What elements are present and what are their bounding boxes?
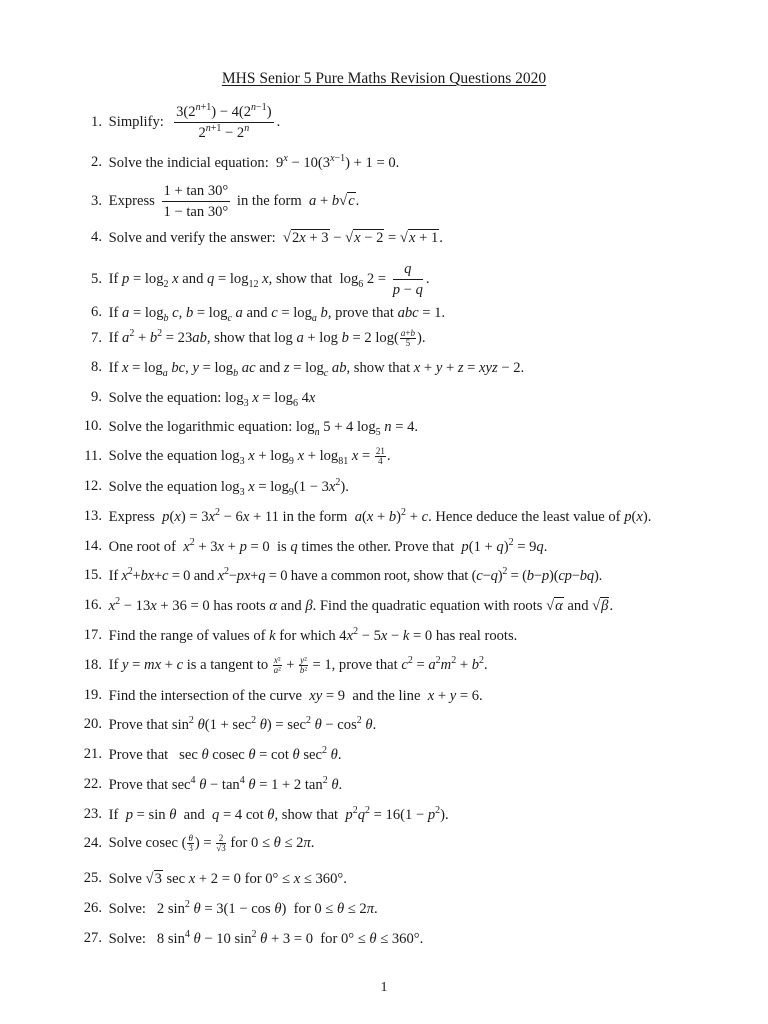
question-15 [76, 566, 602, 585]
question-number: 6. [91, 304, 102, 320]
question-text: If y = mx + c is a tangent to $\frac{\text{x²}}{\text{a²}}$ + $\frac{\text{y²}}{\text{b²}}$ = 1, prove that $c^2 = a^2m^2 + b^2$. [108, 655, 488, 676]
question-18 [76, 656, 488, 675]
question-number: 17. [83, 627, 102, 643]
question-number: 5. [91, 270, 102, 287]
question-3 [76, 182, 359, 221]
question-text: Solve the equation $\log_3 x = \log_9(1 - 3x^2)$. [108, 476, 349, 498]
question-14 [76, 537, 547, 556]
question-text: If $a^2 + b^2 = 23ab$, show that log a + log b = 2 log( $\frac{a+b}{5}$ ). [108, 328, 426, 349]
question-text: Solve cosec ( $\frac{\theta}{3}$ ) = $\frac{2}{√3}$ for 0 ≤ θ ≤ 2π. [108, 833, 315, 854]
question-text: Solve the equation $\log_3 x + \log_9 x + \log_{81} x$ = $\frac{21}{4}$ . [108, 446, 391, 467]
question-text: If p = sin θ and q = 4 cot θ, show that $p^2q^2 = 16(1 - p^2)$. [108, 804, 449, 823]
question-text: Solve: 2 $\sin^2 \theta = 3(1 - \cos \theta)$ for 0 ≤ θ ≤ 2π. [108, 898, 378, 917]
question-23 [76, 805, 449, 824]
question-number: 4. [91, 229, 102, 245]
question-number: 9. [91, 389, 102, 405]
question-number: 13. [83, 508, 102, 524]
question-text: If $x = \log_a$ bc, $y = \log_b$ ac and $z = \log_c$ ab, show that x + y + z = xyz − 2. [108, 359, 525, 379]
question-number: 23. [83, 806, 102, 822]
question-text: Express $p(x) = 3x^2 - 6x + 11$ in the form $a(x + b)^2 + c$. Hence deduce the least value of p(x). [108, 506, 652, 525]
question-text: Express $\frac{1 + \tan 30^\circ}{1 - \tan 30^\circ}$ in the form a + b√c. [108, 183, 360, 220]
question-number: 26. [83, 900, 102, 916]
question-text: Solve √3 sec x + 2 = 0 for 0° ≤ x ≤ 360°. [108, 870, 347, 887]
question-number: 10. [83, 418, 102, 434]
question-text: Solve and verify the answer: √2x + 3 − √x − 2 = √x + 1. [108, 229, 443, 246]
question-number: 14. [83, 538, 102, 554]
question-26 [76, 899, 378, 918]
question-number: 12. [83, 478, 102, 494]
question-text: Find the intersection of the curve xy = 9 and the line x + y = 6. [108, 687, 483, 704]
question-number: 8. [91, 359, 102, 375]
question-number: 19. [83, 687, 102, 703]
question-number: 1. [91, 113, 102, 130]
question-number: 2. [91, 154, 102, 170]
question-24 [76, 834, 314, 853]
question-9 [76, 388, 315, 407]
question-number: 21. [83, 746, 102, 762]
question-text: Prove that sec θ cosec θ = cot θ $\sec^2 \theta$. [108, 744, 342, 763]
question-text: One root of $x^2 + 3x + p = 0$ is q times the other. Prove that $p(1 + q)^2 = 9q$. [108, 536, 548, 555]
question-number: 3. [91, 192, 102, 209]
question-number: 16. [83, 597, 102, 613]
question-7 [76, 329, 425, 348]
question-text: Find the range of values of k for which $4x^2 - 5x - k = 0$ has real roots. [108, 625, 518, 644]
question-number: 24. [83, 835, 102, 851]
question-text: Solve the indicial equation: $9^x - 10(3^{x-1}) + 1 = 0$. [108, 152, 400, 171]
question-text: If $p = \log_2 x$ and $q = \log_{12} x$, show that $\log_6 2$ = $\frac{q}{p - q}$ . [108, 261, 430, 298]
question-text: $x^2 - 13x + 36 = 0$ has roots α and β. Find the quadratic equation with roots √α and √β. [108, 595, 614, 614]
question-13 [76, 507, 651, 526]
question-19 [76, 686, 483, 705]
question-text: Solve the equation: $\log_3 x = \log_6 4x$ [108, 389, 316, 409]
question-text: If $x^2+bx+c = 0$ and $x^2-px+q = 0$ have a common root, show that $(c-q)^2 = (b-p)(cp-bq)$. [108, 565, 603, 584]
question-25 [76, 869, 347, 888]
question-21 [76, 745, 342, 764]
question-2 [76, 153, 399, 172]
question-number: 20. [83, 716, 102, 732]
question-text: Simplify: $\frac{3(2^{n+1}) - 4(2^{n-1})}{2^{n+1} - 2^n}$ . [108, 102, 281, 141]
question-number: 25. [83, 870, 102, 886]
question-number: 18. [83, 657, 102, 673]
question-text: Solve: 8 $\sin^4 \theta - 10$ $\sin^2 \theta + 3 = 0$ for 0° ≤ θ ≤ 360°. [108, 928, 424, 947]
question-number: 7. [91, 330, 102, 346]
question-6 [76, 303, 445, 322]
question-12 [76, 477, 349, 496]
question-text: Prove that $\sin^2 \theta(1 + \sec^2 \theta) = \sec^2 \theta - \cos^2 \theta$. [108, 714, 377, 733]
question-text: Solve the logarithmic equation: $\log_n 5 + 4$ $\log_5 n = 4$. [108, 418, 419, 438]
question-number: 22. [83, 776, 102, 792]
question-27 [76, 929, 423, 948]
question-17 [76, 626, 517, 645]
question-number: 15. [83, 567, 102, 583]
question-10 [76, 417, 418, 436]
question-11 [76, 447, 391, 466]
question-number: 27. [83, 930, 102, 946]
question-text: Prove that $\sec^4 \theta - \tan^4 \theta = 1 + 2$ $\tan^2 \theta$. [108, 774, 343, 793]
question-1 [76, 103, 280, 142]
question-22 [76, 775, 342, 794]
page-number: 1 [380, 980, 388, 995]
question-8 [76, 358, 524, 377]
question-20 [76, 715, 376, 734]
document-title: MHS Senior 5 Pure Maths Revision Questions 2020 [221, 70, 547, 87]
question-16 [76, 596, 613, 615]
question-4 [76, 228, 443, 247]
question-number: 11. [84, 448, 102, 464]
question-text: If $a = \log_b c$, $b = \log_c a$ and $c = \log_a b$, prove that abc = 1. [108, 304, 446, 324]
question-5 [76, 260, 430, 299]
